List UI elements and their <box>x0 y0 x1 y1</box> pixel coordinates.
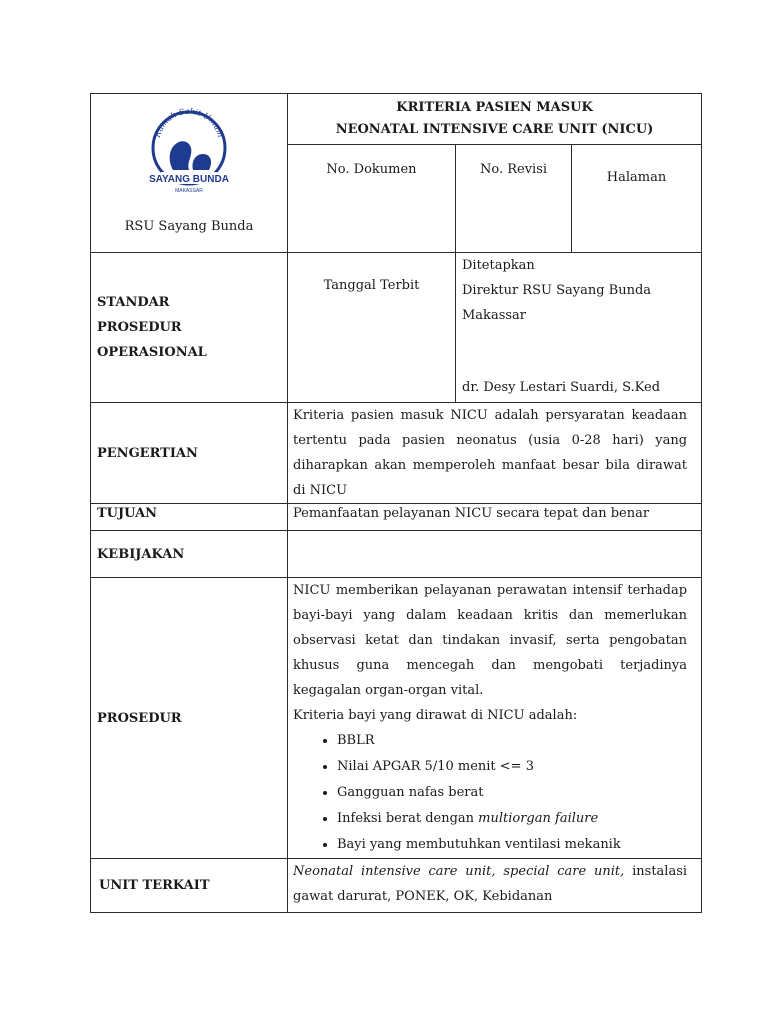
criteria-item-italic: multiorgan failure <box>478 811 599 826</box>
no-revisi-label: No. Revisi <box>479 162 548 177</box>
tujuan-label: TUJUAN <box>91 504 288 531</box>
logo-arc-text: Rumah Sakit Umum <box>152 106 226 139</box>
sop-label-line-1: STANDAR <box>97 295 170 310</box>
unit-terkait-normal: instalasi gawat darurat, PONEK, OK, Kebidanan <box>293 864 688 904</box>
criteria-item: • BBLR <box>337 728 687 754</box>
direktur-line-1: Direktur RSU Sayang Bunda <box>462 283 652 298</box>
kebijakan-label: KEBIJAKAN <box>91 531 288 578</box>
kebijakan-text <box>288 531 702 578</box>
sop-label-line-2: PROSEDUR <box>97 320 182 335</box>
criteria-item: • Bayi yang membutuhkan ventilasi mekanik <box>337 832 687 858</box>
sop-label-line-3: OPERASIONAL <box>97 345 207 360</box>
logo-sub-text: MAKASSAR <box>175 188 203 194</box>
tanggal-terbit-cell <box>288 253 456 403</box>
sop-table <box>90 93 702 913</box>
no-dokumen-label: No. Dokumen <box>326 162 417 177</box>
unit-terkait-text <box>288 859 702 913</box>
hospital-name: RSU Sayang Bunda <box>124 219 254 234</box>
tujuan-text: Pemanfaatan pelayanan NICU secara tepat dan benar <box>288 504 702 531</box>
unit-terkait-label: UNIT TERKAIT <box>91 859 288 913</box>
criteria-item: • Nilai APGAR 5/10 menit <= 3 <box>337 754 687 780</box>
prosedur-label: PROSEDUR <box>91 578 288 859</box>
title-cell <box>288 94 702 145</box>
sop-label-cell <box>91 253 288 403</box>
prosedur-paragraph: NICU memberikan pelayanan perawatan intensif terhadap bayi-bayi yang dalam keadaan kritis dan memerlukan observasi ketat dan tindakan invasif, serta pengobatan khusus guna mencegah dan mengobati terjadinya kegagalan organ-organ vital. <box>293 583 688 698</box>
criteria-list <box>293 728 687 858</box>
logo-main-text: SAYANG BUNDA <box>149 174 229 185</box>
ditetapkan-cell <box>456 253 702 403</box>
ditetapkan-text: Ditetapkan <box>462 258 535 273</box>
logo-cell <box>91 94 288 253</box>
criteria-item <box>337 806 687 832</box>
no-revisi-cell <box>456 145 572 253</box>
halaman-label: Halaman <box>606 170 667 185</box>
svg-text:Rumah Sakit Umum <box>152 107 225 140</box>
pengertian-text: Kriteria pasien masuk NICU adalah persyaratan keadaan tertentu pada pasien neonatus (usia 0-28 hari) yang diharapkan akan memperoleh manfaat besar bila dirawat di NICU <box>288 403 702 504</box>
title-line-1: KRITERIA PASIEN MASUK <box>396 100 593 115</box>
criteria-intro: Kriteria bayi yang dirawat di NICU adalah: <box>293 708 578 723</box>
signatory-name: dr. Desy Lestari Suardi, S.Ked <box>462 380 661 395</box>
hospital-logo <box>133 104 245 200</box>
criteria-item: • Gangguan nafas berat <box>337 780 687 806</box>
title-line-2: NEONATAL INTENSIVE CARE UNIT (NICU) <box>335 122 654 137</box>
prosedur-content <box>288 578 702 859</box>
no-dokumen-cell <box>288 145 456 253</box>
halaman-cell <box>572 145 702 253</box>
unit-terkait-italic: Neonatal intensive care unit, special care unit, <box>293 864 625 879</box>
direktur-line-2: Makassar <box>462 308 526 323</box>
pengertian-label: PENGERTIAN <box>91 403 288 504</box>
tanggal-terbit-label: Tanggal Terbit <box>323 278 420 293</box>
criteria-item-text: Infeksi berat dengan <box>337 811 479 826</box>
